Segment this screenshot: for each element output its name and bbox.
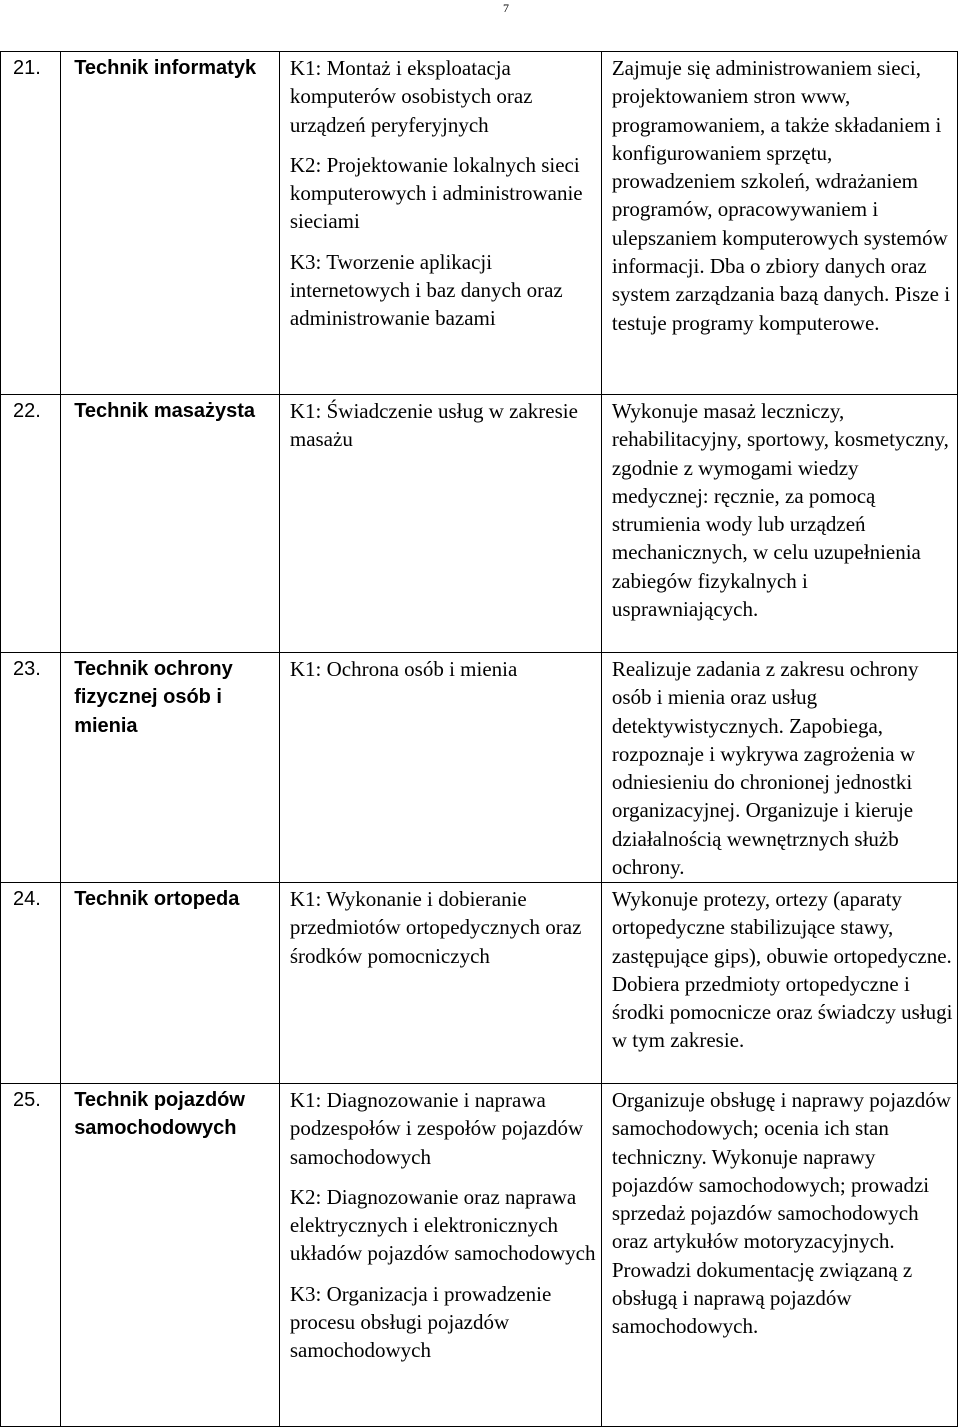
- profession-name-cell: [61, 395, 280, 653]
- row-number-cell: [1, 1084, 61, 1427]
- profession-name: Technik ochrony fizycznej osób i mienia: [74, 658, 233, 737]
- description-cell: [601, 1084, 957, 1427]
- profession-name-cell: [61, 883, 280, 1084]
- qualifications-cell: [279, 52, 601, 395]
- description-cell: [601, 395, 957, 653]
- description-cell: [601, 883, 957, 1084]
- qualification-item: K2: Diagnozowanie oraz naprawa elektrycznych i elektronicznych układów pojazdów samochodowych: [289, 1184, 596, 1266]
- profession-name-cell: [61, 52, 280, 395]
- table-row: [1, 653, 958, 883]
- profession-description: Wykonuje masaż leczniczy, rehabilitacyjny, sportowy, kosmetyczny, zgodnie z wymogami wiedzy medycznej: ręcznie, za pomocą strumienia wody lub urządzeń mechanicznych, w celu uzupełnienia zabiegów fizykalnych i usprawniających.: [611, 399, 949, 622]
- table-row: [1, 52, 958, 395]
- row-number: 24.: [13, 888, 41, 910]
- table-row: [1, 395, 958, 653]
- row-number: 22.: [13, 400, 41, 422]
- qualification-item: K1: Diagnozowanie i naprawa podzespołów i zespołów pojazdów samochodowych: [289, 1088, 584, 1169]
- row-number: 25.: [13, 1089, 41, 1111]
- qualification-item: K1: Ochrona osób i mienia: [289, 657, 518, 681]
- page-number: 7: [503, 1, 509, 15]
- profession-name-cell: [61, 1084, 280, 1427]
- qualifications-cell: [279, 653, 601, 883]
- profession-description: Realizuje zadania z zakresu ochrony osób i mienia oraz usług detektywistycznych. Zapobiega, rozpoznaje i wykrywa zagrożenia w odniesieniu do chronionej jednostki organizacyjnej. Organizuje i kieruje działalnością wewnętrznych służb ochrony.: [611, 657, 919, 880]
- profession-name: Technik ortopeda: [74, 888, 240, 910]
- description-cell: [601, 653, 957, 883]
- qualification-item: K2: Projektowanie lokalnych sieci komputerowych i administrowanie sieciami: [289, 152, 583, 234]
- row-number-cell: [1, 52, 61, 395]
- profession-description: Zajmuje się administrowaniem sieci, projektowaniem stron www, programowaniem, a także składaniem i konfigurowaniem sprzętu, prowadzeniem szkoleń, wdrażaniem programów, opracowywaniem i ulepszaniem komputerowych systemów informacji. Dba o zbiory danych oraz system zarządzania bazą danych. Pisze i testuje programy komputerowe.: [611, 56, 951, 335]
- profession-description: Wykonuje protezy, ortezy (aparaty ortopedyczne stabilizujące stawy, zastępujące gips), obuwie ortopedyczne. Dobiera przedmioty ortopedyczne i środki pomocnicze oraz świadczy usługi w tym zakresie.: [611, 887, 953, 1053]
- row-number-cell: [1, 883, 61, 1084]
- row-number: 21.: [13, 57, 41, 79]
- profession-name: Technik masażysta: [74, 400, 256, 422]
- table-row: [1, 1084, 958, 1427]
- qualifications-cell: [279, 395, 601, 653]
- description-cell: [601, 52, 957, 395]
- table-row: [1, 883, 958, 1084]
- row-number-cell: [1, 395, 61, 653]
- qualifications-cell: [279, 883, 601, 1084]
- profession-name: Technik informatyk: [74, 57, 257, 79]
- qualification-item: K1: Wykonanie i dobieranie przedmiotów ortopedycznych oraz środków pomocniczych: [289, 887, 582, 968]
- professions-table: [0, 51, 958, 1427]
- row-number: 23.: [13, 658, 41, 680]
- qualification-item: K3: Organizacja i prowadzenie procesu obsługi pojazdów samochodowych: [289, 1281, 552, 1363]
- qualifications-cell: [279, 1084, 601, 1427]
- profession-description: Organizuje obsługę i naprawy pojazdów samochodowych; ocenia ich stan techniczny. Wykonuje naprawy pojazdów samochodowych; prowadzi sprzedaż pojazdów samochodowych oraz artykułów motoryzacyjnych. Prowadzi dokumentację związaną z obsługą i naprawą pojazdów samochodowych.: [611, 1088, 951, 1339]
- qualification-item: K1: Montaż i eksploatacja komputerów osobistych oraz urządzeń peryferyjnych: [289, 56, 533, 137]
- profession-name: Technik pojazdów samochodowych: [74, 1089, 245, 1140]
- qualification-item: K3: Tworzenie aplikacji internetowych i baz danych oraz administrowanie bazami: [289, 249, 563, 331]
- qualification-item: K1: Świadczenie usług w zakresie masażu: [289, 399, 578, 452]
- profession-name-cell: [61, 653, 280, 883]
- row-number-cell: [1, 653, 61, 883]
